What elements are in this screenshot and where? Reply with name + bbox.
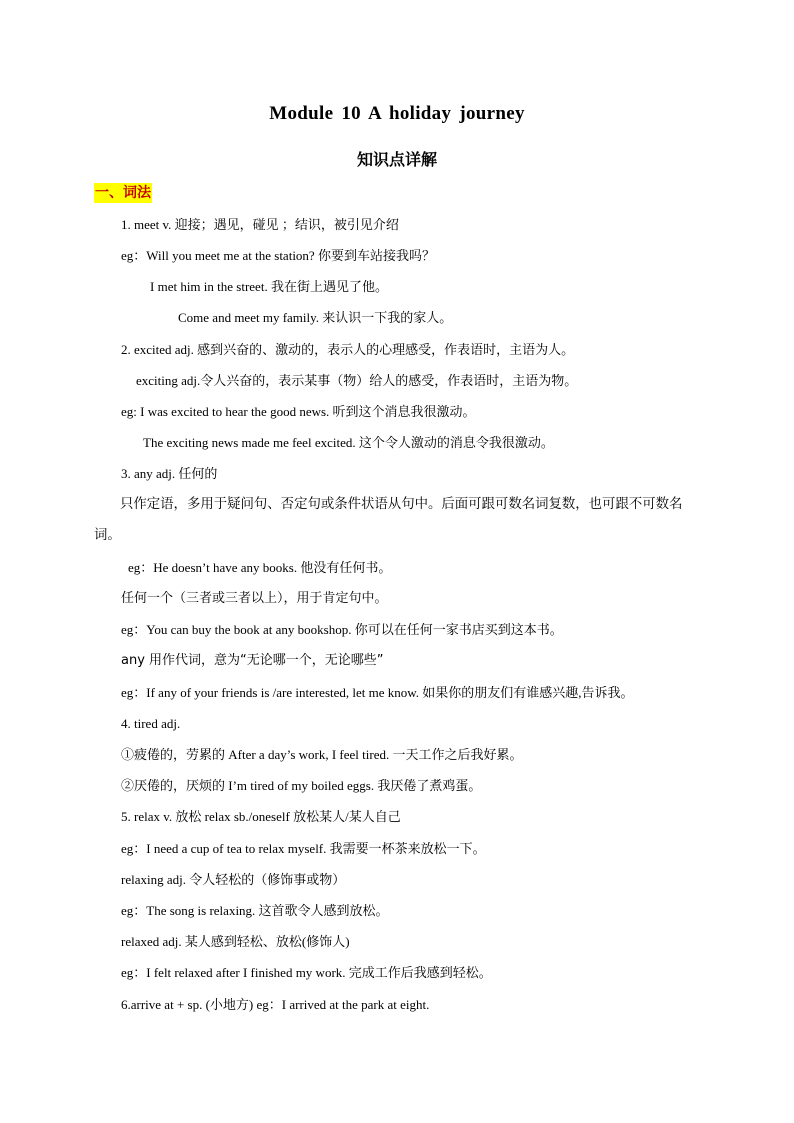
text-line: eg：I felt relaxed after I finished my work. 完成工作后我感到轻松。 [121, 965, 492, 980]
text-line: eg：If any of your friends is /are interested, let me know. 如果你的朋友们有谁感兴趣,告诉我。 [121, 685, 634, 700]
text-line: eg：The song is relaxing. 这首歌令人感到放松。 [121, 903, 389, 918]
text-line: 6.arrive at + sp. (小地方) eg：I arrived at the park at eight. [121, 997, 430, 1012]
text-line: 2. excited adj. 感到兴奋的、激动的，表示人的心理感受，作表语时，主语为人。 [121, 342, 575, 357]
text-line: eg：Will you meet me at the station? 你要到车站接我吗？ [121, 248, 435, 263]
text-line: relaxed adj. 某人感到轻松、放松(修饰人) [121, 934, 350, 949]
text-line: 3. any adj. 任何的 [121, 466, 218, 481]
text-line: 4. tired adj. [121, 716, 181, 731]
text-line: ②厌倦的，厌烦的 I’m tired of my boiled eggs. 我厌倦了煮鸡蛋。 [121, 778, 482, 793]
document-subtitle: 知识点详解 [356, 150, 437, 169]
text-line: The exciting news made me feel excited. 这个令人激动的消息令我很激动。 [143, 435, 554, 450]
text-line: exciting adj.令人兴奋的，表示某事（物）给人的感受，作表语时，主语为物。 [136, 373, 578, 388]
paragraph: 只作定语，多用于疑问句、否定句或条件状语从句中。后面可跟可数名词复数，也可跟不可数名词。 [94, 497, 683, 543]
text-line: 1. meet v. 迎接；遇见，碰见 ；结识，被引见介绍 [121, 217, 399, 232]
text-line: ①疲倦的，劳累的 After a day’s work, I feel tired. 一天工作之后我好累。 [121, 747, 523, 762]
text-line: any 用作代词，意为“无论哪一个，无论哪些” [121, 653, 384, 668]
document-title: Module 10 A holiday journey [269, 103, 525, 124]
text-line: eg：You can buy the book at any bookshop. 你可以在任何一家书店买到这本书。 [121, 622, 563, 637]
text-line: relaxing adj. 令人轻松的（修饰事或物） [121, 872, 346, 887]
text-line: Come and meet my family. 来认识一下我的家人。 [178, 310, 453, 325]
text-line: eg：I need a cup of tea to relax myself. 我需要一杯茶来放松一下。 [121, 841, 486, 856]
text-line: 任何一个（三者或三者以上），用于肯定句中。 [121, 591, 388, 606]
section-heading: 一、词法 [95, 185, 151, 201]
text-line: 5. relax v. 放松 relax sb./oneself 放松某人/某人自己 [121, 809, 401, 824]
text-line: I met him in the street. 我在街上遇见了他。 [150, 279, 388, 294]
text-line: eg: I was excited to hear the good news. 听到这个消息我很激动。 [121, 404, 476, 419]
text-line: eg：He doesn’t have any books. 他没有任何书。 [128, 560, 392, 575]
